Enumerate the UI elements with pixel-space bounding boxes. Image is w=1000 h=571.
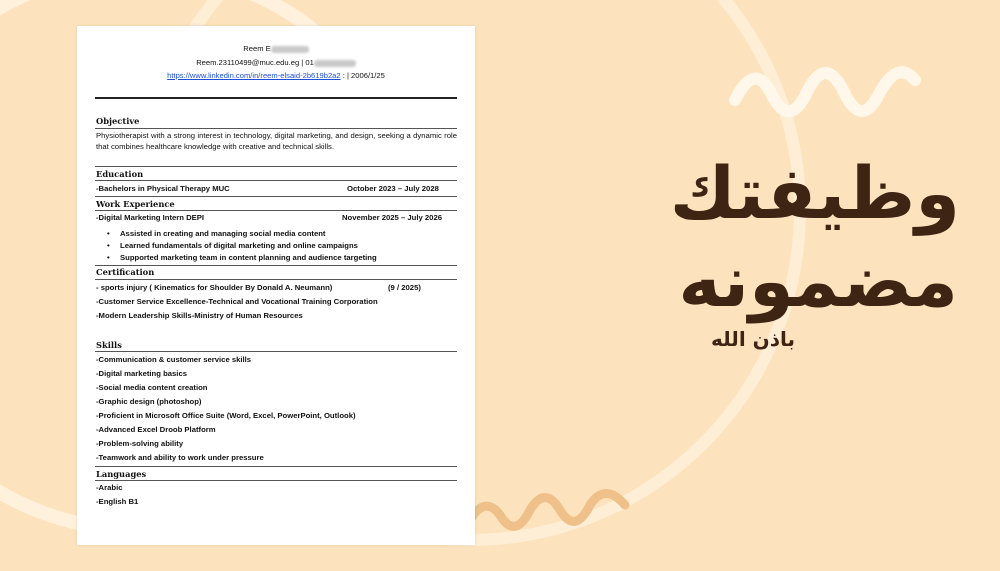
- work-bullet: • Learned fundamentals of digital marketing and online campaigns: [120, 241, 358, 250]
- section-divider: [95, 196, 457, 197]
- redacted-phone: [314, 60, 356, 67]
- objective-text: Physiotherapist with a strong interest in technology, digital marketing, and design, seeking a dynamic role that combines healthcare knowledge with creative and technical skills.: [96, 131, 457, 151]
- section-divider: [95, 128, 457, 129]
- skill-item: -Communication & customer service skills: [96, 355, 252, 364]
- section-divider: [95, 480, 457, 481]
- certification-item: - sports injury ( Kinematics for Shoulder By Donald A. Neumann): [96, 283, 333, 292]
- skill-item: -Digital marketing basics: [96, 369, 187, 378]
- languages-heading: Languages: [96, 469, 147, 479]
- section-divider: [95, 166, 457, 167]
- linkedin-link[interactable]: https://www.linkedin.com/in/reem-elsaid-2b619b2a2: [167, 71, 341, 80]
- section-divider: [95, 279, 457, 280]
- work-bullet: • Supported marketing team in content planning and audience targeting: [120, 253, 377, 262]
- section-divider: [95, 265, 457, 266]
- skill-item: -Proficient in Microsoft Office Suite (Word, Excel, PowerPoint, Outlook): [96, 411, 356, 420]
- education-heading: Education: [96, 169, 144, 179]
- language-item: -English B1: [96, 497, 139, 506]
- certification-item: -Customer Service Excellence-Technical and Vocational Training Corporation: [96, 297, 378, 306]
- skills-heading: Skills: [96, 340, 122, 350]
- resume-links: [0, 71, 552, 80]
- link-suffix: : | 2006/1/25: [342, 71, 385, 80]
- objective-heading: Objective: [96, 116, 140, 126]
- certification-date: (9 / 2025): [388, 283, 421, 292]
- header-divider: [95, 97, 457, 99]
- slogan-line-2: مضمونه: [678, 239, 958, 323]
- work-heading: Work Experience: [96, 199, 175, 209]
- education-dates: October 2023 – July 2028: [347, 184, 439, 193]
- skill-item: -Graphic design (photoshop): [96, 397, 202, 406]
- skill-item: -Social media content creation: [96, 383, 208, 392]
- section-divider: [95, 210, 457, 211]
- email-text: Reem.23110499@muc.edu.eg | 01: [196, 58, 314, 67]
- skill-item: -Problem-solving ability: [96, 439, 184, 448]
- education-item: -Bachelors in Physical Therapy MUC: [96, 184, 230, 193]
- section-divider: [95, 351, 457, 352]
- resume-contact: [0, 58, 552, 67]
- slogan-line-3: باذن الله: [711, 327, 795, 351]
- redacted-name: [271, 46, 309, 53]
- section-divider: [95, 180, 457, 181]
- resume-name: [0, 44, 552, 53]
- section-divider: [95, 466, 457, 467]
- work-dates: November 2025 – July 2026: [342, 213, 443, 222]
- skill-item: -Teamwork and ability to work under pressure: [96, 453, 264, 462]
- work-item: -Digital Marketing Intern DEPI: [96, 213, 205, 222]
- certification-item: -Modern Leadership Skills-Ministry of Human Resources: [96, 311, 303, 320]
- certification-heading: Certification: [96, 267, 155, 277]
- skill-item: -Advanced Excel Droob Platform: [96, 425, 216, 434]
- name-text: Reem E: [243, 44, 271, 53]
- work-bullet: • Assisted in creating and managing social media content: [120, 229, 325, 238]
- slogan-line-1: وظيفتك: [669, 151, 960, 235]
- language-item: -Arabic: [96, 483, 123, 492]
